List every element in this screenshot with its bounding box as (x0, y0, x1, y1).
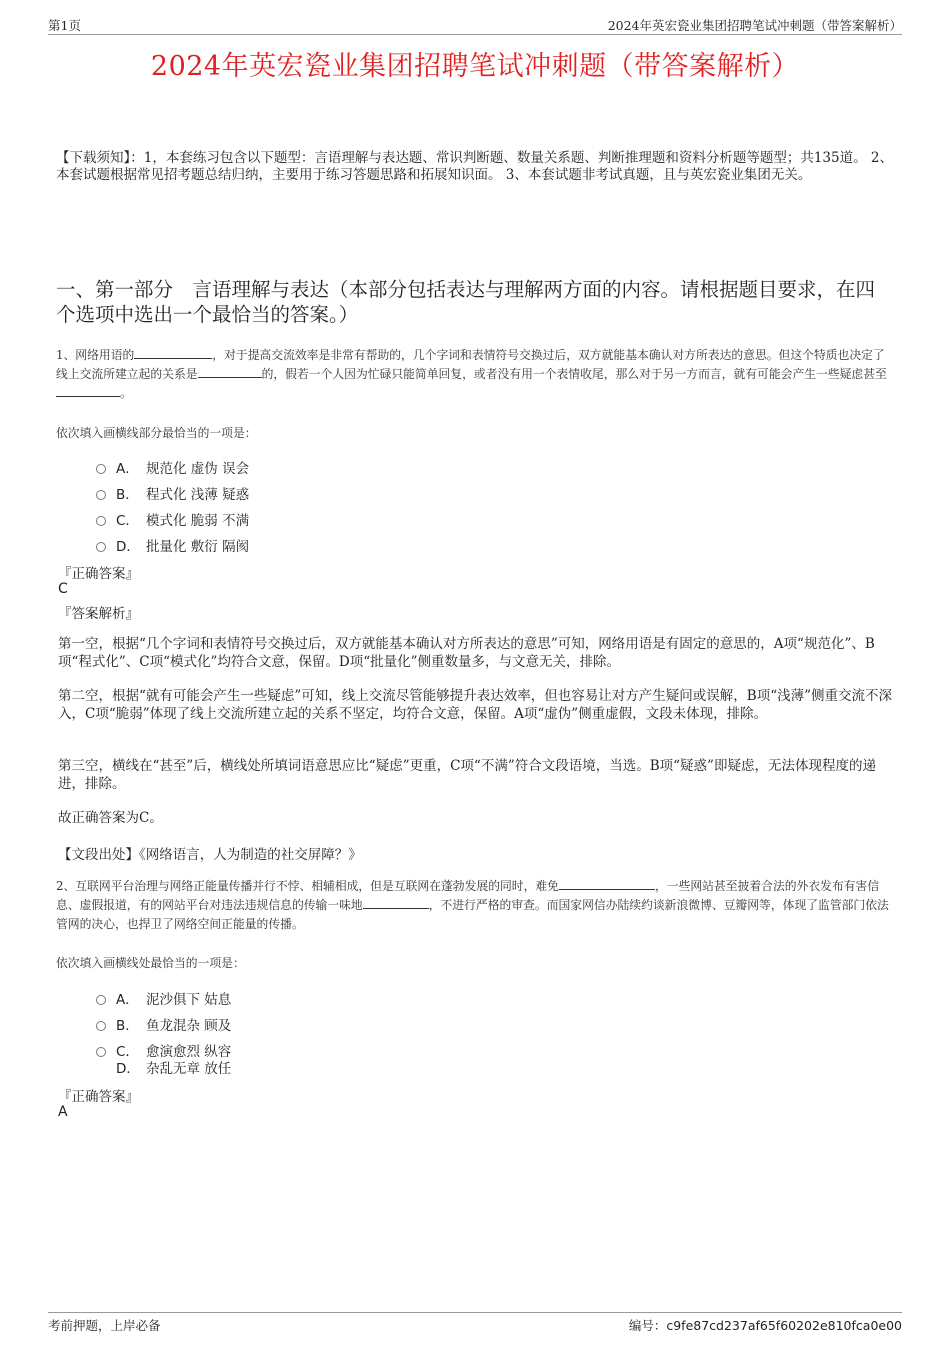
q1-blank-2 (198, 365, 262, 378)
q2-answer: A (58, 1104, 68, 1120)
q2-text-c: ，不进行严格的审查。而国家网信办陆续约谈新浪微博、豆瓣网等，体现了监管部门依法管网的决心，也捍卫了网络空间正能量的传播。 (56, 898, 889, 931)
q2-option-d[interactable]: D． 杂乱无章 放任 (116, 1061, 232, 1077)
q1-prompt: 依次填入画横线部分最恰当的一项是： (56, 426, 257, 440)
q1-option-b[interactable]: B． 程式化 浅薄 疑惑 (96, 483, 249, 503)
q1-analysis-conclusion: 故正确答案为C。 (58, 810, 163, 826)
footer-slogan: 考前押题，上岸必备 (48, 1318, 161, 1333)
question-1-text (56, 346, 896, 403)
q2-option-c[interactable]: C． 愈演愈烈 纵容 (96, 1040, 231, 1060)
q1-text-d: 。 (120, 386, 132, 400)
q1-answer: C (58, 581, 68, 597)
q1-blank-1 (134, 346, 212, 359)
q1-analysis-3: 第三空，横线在“甚至”后，横线处所填词语意思应比“疑虑”更重，C项“不满”符合文段语境，当选。B项“疑惑”即疑虑，无法体现程度的递进，排除。 (58, 758, 876, 792)
q1-text-a: 1、网络用语的 (56, 348, 135, 362)
radio-icon[interactable] (96, 516, 106, 526)
question-2-text (56, 877, 896, 934)
q1-answer-label: 『正确答案』 (58, 566, 139, 582)
q1-text-b: ，对于提高交流效率是非常有帮助的，几个字词和表情符号交换过后，双方就能基本确认对方所表达的意思。但这个特质也决定了线上交流所建立起的关系是 (56, 348, 885, 381)
q1-option-d[interactable]: D． 批量化 敷衍 隔阂 (96, 535, 249, 555)
q1-analysis-2: 第二空，根据“就有可能会产生一些疑虑”可知，线上交流尽管能够提升表达效率，但也容易让对方产生疑问或误解，B项“浅薄”侧重交流不深入，C项“脆弱”体现了线上交流所建立起的关系不坚定，均符合文意，保留。A项“虚伪”侧重虚假，文段未体现，排除。 (58, 688, 893, 722)
radio-icon[interactable] (96, 995, 106, 1005)
q2-blank-1 (559, 877, 655, 890)
q1-option-c[interactable]: C． 模式化 脆弱 不满 (96, 509, 249, 529)
q2-text-b: ，一些网站甚至披着合法的外衣发布有害信息、虚假报道，有的网站平台对违法违规信息的传输一味地 (56, 879, 880, 912)
q2-option-a[interactable]: A． 泥沙俱下 姑息 (96, 988, 231, 1008)
q2-answer-label: 『正确答案』 (58, 1089, 139, 1105)
q2-text-a: 2、互联网平台治理与网络正能量传播并行不悖、相辅相成，但是互联网在蓬勃发展的同时，难免 (56, 879, 559, 893)
radio-icon[interactable] (96, 1021, 106, 1031)
q2-option-b[interactable]: B． 鱼龙混杂 顾及 (96, 1014, 231, 1034)
radio-icon[interactable] (96, 490, 106, 500)
page-number: 第1页 (48, 18, 81, 33)
q2-blank-2 (363, 896, 429, 909)
document-title: 2024年英宏瓷业集团招聘笔试冲刺题（带答案解析） (150, 51, 800, 82)
q1-blank-3 (56, 384, 120, 397)
download-notice: 【下载须知】：1，本套练习包含以下题型：言语理解与表达题、常识判断题、数量关系题、判断推理题和资料分析题等题型；共135道。 2、本套试题根据常见招考题总结归纳，主要用于练习答题思路和拓展知识面。 3、本套试题非考试真题，且与英宏瓷业集团无关。 (56, 150, 893, 183)
header-doc-title: 2024年英宏瓷业集团招聘笔试冲刺题（带答案解析） (607, 18, 902, 33)
radio-icon[interactable] (96, 542, 106, 552)
q1-option-a[interactable]: A． 规范化 虚伪 误会 (96, 457, 249, 477)
q1-analysis-1: 第一空，根据“几个字词和表情符号交换过后，双方就能基本确认对方所表达的意思”可知，网络用语是有固定的意思的，A项“规范化”、B项“程式化”、C项“模式化”均符合文意，保留。D项“批量化”侧重数量多，与文意无关，排除。 (58, 636, 875, 670)
radio-icon[interactable] (96, 464, 106, 474)
q1-analysis-label: 『答案解析』 (58, 606, 139, 622)
section-title: 一、第一部分 言语理解与表达（本部分包括表达与理解两方面的内容。请根据题目要求，在四个选项中选出一个最恰当的答案。） (56, 278, 876, 326)
page-footer (48, 1312, 902, 1333)
q1-text-c: 的，假若一个人因为忙碌只能简单回复，或者没有用一个表情收尾，那么对于另一方而言，就有可能会产生一些疑虑甚至 (261, 367, 887, 381)
footer-code: 编号：c9fe87cd237af65f60202e810fca0e00 (628, 1318, 902, 1333)
radio-icon[interactable] (96, 1047, 106, 1057)
q2-prompt: 依次填入画横线处最恰当的一项是： (56, 956, 245, 970)
page-header (48, 16, 902, 35)
q1-source: 【文段出处】《网络语言，人为制造的社交屏障？》 (58, 847, 362, 863)
